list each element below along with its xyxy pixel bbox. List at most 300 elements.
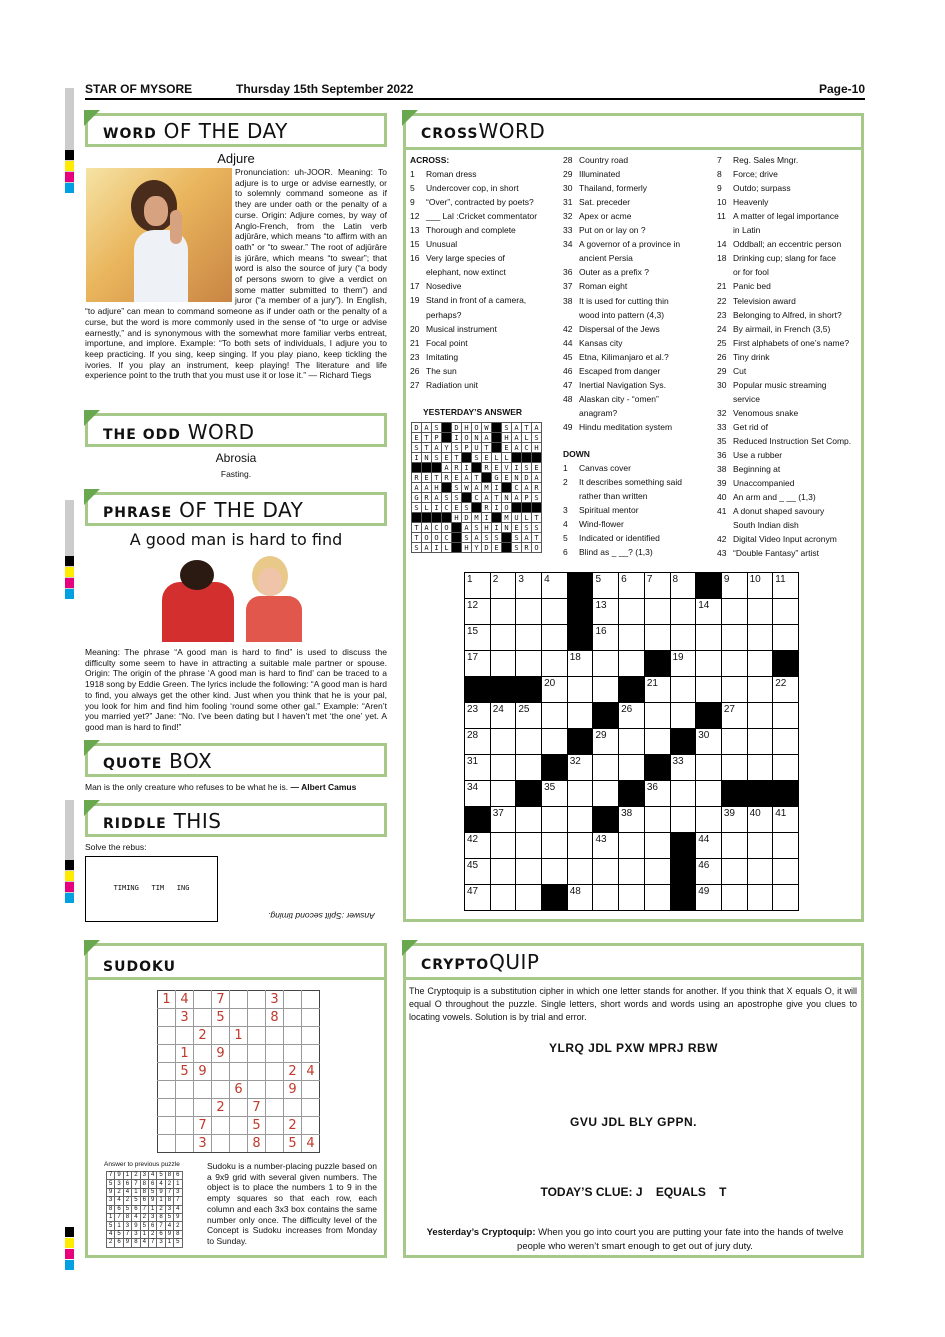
sudoku-cell[interactable] [194, 1045, 212, 1063]
sudoku-cell[interactable] [212, 1027, 230, 1045]
crossword-cell[interactable]: 19 [670, 651, 696, 677]
clue-item [410, 378, 478, 392]
sudoku-cell[interactable] [230, 991, 248, 1009]
sudoku-cell[interactable] [266, 1063, 284, 1081]
crossword-cell[interactable]: 15 [465, 625, 491, 651]
crossword-cell[interactable]: 46 [696, 859, 722, 885]
crossword-cell[interactable] [490, 859, 516, 885]
crossword-cell[interactable] [670, 599, 696, 625]
crossword-cell[interactable] [619, 651, 645, 677]
sudoku-cell[interactable] [176, 1117, 194, 1135]
clue-number: 13 [410, 225, 420, 236]
sudoku-cell[interactable]: 8 [266, 1009, 284, 1027]
crossword-cell[interactable] [542, 885, 568, 911]
crossword-cell[interactable]: 45 [465, 859, 491, 885]
crossword-cell[interactable] [490, 677, 516, 703]
crossword-cell[interactable] [696, 755, 722, 781]
sudoku-cell[interactable] [248, 1063, 266, 1081]
crossword-cell[interactable] [696, 703, 722, 729]
sudoku-text: Sudoku is a number-placing puzzle based on a 9x9 grid with several given numbers. The object is to place the numbers 1 to 9 in the empty squares so that each row, each column and each 3x3 box contains the same number only once. The difficulty level of the Concept is Sudoku increases from Monday to Sunday. [207, 1161, 377, 1246]
clue-item [717, 504, 824, 518]
crossword-cell[interactable] [773, 885, 799, 911]
crossword-cell[interactable]: 3 [516, 573, 542, 599]
sudoku-cell[interactable] [158, 1045, 176, 1063]
crossword-cell[interactable] [773, 703, 799, 729]
clue-text: A governor of a province in [579, 239, 681, 250]
grid-cell: M [482, 483, 492, 493]
sudoku-cell[interactable] [248, 991, 266, 1009]
sudoku-cell[interactable] [158, 1099, 176, 1117]
crossword-cell[interactable]: 26 [619, 703, 645, 729]
crossword-cell[interactable] [747, 885, 773, 911]
sudoku-cell[interactable] [266, 1045, 284, 1063]
crossword-cell[interactable]: 39 [721, 807, 747, 833]
crossword-cell[interactable] [644, 755, 670, 781]
grid-cell: I [492, 503, 502, 513]
crossword-cell[interactable]: 20 [542, 677, 568, 703]
sudoku-cell[interactable]: 7 [248, 1099, 266, 1117]
crossword-cell[interactable] [516, 677, 542, 703]
sudoku-cell[interactable] [284, 1099, 302, 1117]
crossword-cell[interactable] [773, 755, 799, 781]
sudoku-cell[interactable] [302, 1009, 320, 1027]
crossword-cell[interactable]: 17 [465, 651, 491, 677]
sudoku-cell[interactable] [194, 991, 212, 1009]
crossword-cell[interactable] [644, 859, 670, 885]
crossword-cell[interactable]: 35 [542, 781, 568, 807]
crossword-cell[interactable] [542, 599, 568, 625]
crossword-cell[interactable] [516, 859, 542, 885]
sudoku-cell[interactable]: 9 [212, 1045, 230, 1063]
crossword-cell[interactable] [747, 755, 773, 781]
sudoku-cell[interactable] [284, 1027, 302, 1045]
crossword-cell[interactable] [593, 781, 619, 807]
sudoku-cell[interactable] [158, 1117, 176, 1135]
crossword-cell[interactable]: 43 [593, 833, 619, 859]
crossword-cell[interactable]: 6 [619, 573, 645, 599]
crossword-cell[interactable] [567, 729, 593, 755]
crossword-cell[interactable] [593, 755, 619, 781]
crossword-cell[interactable] [465, 807, 491, 833]
sudoku-cell[interactable] [230, 1045, 248, 1063]
sudoku-cell[interactable]: 1 [230, 1027, 248, 1045]
crossword-cell[interactable] [773, 781, 799, 807]
crossword-cell[interactable] [619, 677, 645, 703]
sudoku-cell[interactable] [176, 1081, 194, 1099]
corner-flag-icon [84, 940, 100, 956]
crossword-cell[interactable] [773, 651, 799, 677]
sudoku-cell[interactable] [230, 1063, 248, 1081]
crossword-cell[interactable] [516, 651, 542, 677]
crossword-cell[interactable]: 31 [465, 755, 491, 781]
crossword-cell[interactable] [721, 599, 747, 625]
crossword-cell[interactable]: 38 [619, 807, 645, 833]
crossword-cell[interactable] [670, 885, 696, 911]
clue-number: 38 [563, 295, 573, 306]
sudoku-cell[interactable]: 4 [302, 1135, 320, 1153]
crossword-cell[interactable]: 13 [593, 599, 619, 625]
crossword-cell[interactable] [619, 885, 645, 911]
crossword-cell[interactable] [773, 729, 799, 755]
sudoku-cell[interactable] [176, 1099, 194, 1117]
crossword-cell[interactable]: 41 [773, 807, 799, 833]
sudoku-cell[interactable] [284, 991, 302, 1009]
crossword-cell[interactable] [593, 651, 619, 677]
crossword-cell[interactable] [747, 833, 773, 859]
grid-cell [422, 513, 432, 523]
crossword-cell[interactable] [490, 885, 516, 911]
sudoku-cell[interactable] [302, 1081, 320, 1099]
crossword-cell[interactable] [516, 885, 542, 911]
crossword-cell[interactable] [670, 807, 696, 833]
crossword-cell[interactable] [696, 677, 722, 703]
grid-cell: T [412, 523, 422, 533]
crossword-cell[interactable] [773, 599, 799, 625]
crossword-cell[interactable] [644, 599, 670, 625]
crossword-cell[interactable]: 14 [696, 599, 722, 625]
crossword-cell[interactable]: 8 [670, 573, 696, 599]
answer-cell: 5 [107, 1180, 115, 1188]
crossword-cell[interactable] [644, 703, 670, 729]
crossword-cell[interactable] [619, 625, 645, 651]
crossword-cell[interactable] [516, 807, 542, 833]
sudoku-cell[interactable] [230, 1099, 248, 1117]
crossword-cell[interactable]: 22 [773, 677, 799, 703]
crossword-cell[interactable] [644, 833, 670, 859]
crossword-cell[interactable]: 30 [696, 729, 722, 755]
sudoku-cell[interactable] [194, 1081, 212, 1099]
sudoku-cell[interactable]: 3 [176, 1009, 194, 1027]
answer-cell: 5 [123, 1205, 131, 1213]
crossword-cell[interactable]: 11 [773, 573, 799, 599]
crossword-cell[interactable] [747, 599, 773, 625]
sudoku-cell[interactable] [194, 1009, 212, 1027]
sudoku-cell[interactable] [230, 1135, 248, 1153]
sudoku-cell[interactable]: 5 [176, 1063, 194, 1081]
crossword-cell[interactable] [696, 573, 722, 599]
crossword-cell[interactable] [721, 729, 747, 755]
clue-text: wood into pattern (4,3) [579, 309, 665, 320]
crossword-cell[interactable] [670, 859, 696, 885]
sudoku-cell[interactable] [230, 1009, 248, 1027]
clue-text: Unusual [426, 239, 458, 250]
crossword-cell[interactable] [696, 807, 722, 833]
grid-cell: H [452, 513, 462, 523]
crossword-cell[interactable] [567, 573, 593, 599]
crossword-cell[interactable] [747, 859, 773, 885]
sudoku-cell[interactable] [266, 1081, 284, 1099]
crossword-cell[interactable] [670, 625, 696, 651]
sudoku-cell[interactable]: 3 [194, 1135, 212, 1153]
crossword-cell[interactable] [542, 807, 568, 833]
sudoku-cell[interactable] [302, 1117, 320, 1135]
page-header [85, 80, 865, 100]
crossword-cell[interactable] [567, 781, 593, 807]
crossword-cell[interactable] [567, 677, 593, 703]
crossword-cell[interactable] [542, 651, 568, 677]
clue-text: Dispersal of the Jews [579, 323, 660, 334]
crossword-cell[interactable] [516, 755, 542, 781]
clue-item [410, 209, 537, 223]
crossword-cell[interactable]: 37 [490, 807, 516, 833]
crossword-cell[interactable] [670, 729, 696, 755]
answer-cell: 9 [157, 1188, 165, 1196]
crossword-cell[interactable] [593, 677, 619, 703]
crossword-cell[interactable] [490, 651, 516, 677]
crossword-cell[interactable]: 32 [567, 755, 593, 781]
sudoku-cell[interactable] [284, 1045, 302, 1063]
sudoku-cell[interactable]: 1 [176, 1045, 194, 1063]
crossword-cell[interactable]: 49 [696, 885, 722, 911]
clue-item [717, 364, 746, 378]
sudoku-cell[interactable] [158, 1027, 176, 1045]
crossword-cell[interactable] [567, 807, 593, 833]
crossword-cell[interactable] [747, 729, 773, 755]
sudoku-cell[interactable] [302, 1099, 320, 1117]
sudoku-cell[interactable] [230, 1117, 248, 1135]
crossword-cell[interactable] [542, 755, 568, 781]
crossword-cell[interactable] [644, 651, 670, 677]
sudoku-cell[interactable] [266, 1117, 284, 1135]
clue-text: Thailand, formerly [579, 183, 648, 194]
crossword-cell[interactable] [490, 755, 516, 781]
crossword-cell[interactable] [542, 833, 568, 859]
sudoku-cell[interactable]: 3 [266, 991, 284, 1009]
clue-number: 33 [563, 225, 573, 236]
sudoku-cell[interactable] [302, 1027, 320, 1045]
crossword-cell[interactable]: 47 [465, 885, 491, 911]
sudoku-cell[interactable]: 4 [176, 991, 194, 1009]
sudoku-cell[interactable] [158, 1135, 176, 1153]
crossword-cell[interactable]: 42 [465, 833, 491, 859]
sudoku-cell[interactable] [212, 1135, 230, 1153]
clue-text: First alphabets of one’s name? [733, 337, 850, 348]
yesterday-label: YESTERDAY’S ANSWER [423, 407, 523, 417]
crossword-cell[interactable] [721, 833, 747, 859]
crossword-cell[interactable] [773, 833, 799, 859]
crossword-cell[interactable]: 34 [465, 781, 491, 807]
sudoku-cell[interactable] [158, 1063, 176, 1081]
crossword-cell[interactable]: 4 [542, 573, 568, 599]
sudoku-cell[interactable] [212, 1063, 230, 1081]
crossword-cell[interactable] [593, 859, 619, 885]
sudoku-cell[interactable]: 2 [194, 1027, 212, 1045]
crossword-cell[interactable] [747, 625, 773, 651]
clue-item [563, 181, 647, 195]
sudoku-cell[interactable] [266, 1027, 284, 1045]
crossword-cell[interactable]: 33 [670, 755, 696, 781]
sudoku-cell[interactable] [212, 1117, 230, 1135]
clue-text: It is used for cutting thin [579, 295, 669, 306]
sudoku-cell[interactable] [302, 991, 320, 1009]
crossword-cell[interactable] [490, 781, 516, 807]
answer-cell: 6 [132, 1205, 140, 1213]
sudoku-cell[interactable]: 5 [248, 1117, 266, 1135]
clue-item [717, 448, 782, 462]
crossword-cell[interactable]: 23 [465, 703, 491, 729]
crossword-cell[interactable] [670, 833, 696, 859]
crossword-cell[interactable] [773, 859, 799, 885]
sudoku-cell[interactable]: 9 [194, 1063, 212, 1081]
clue-text: Undercover cop, in short [426, 183, 519, 194]
grid-cell: A [422, 523, 432, 533]
sudoku-cell[interactable] [176, 1135, 194, 1153]
crossword-cell[interactable] [567, 833, 593, 859]
crossword-cell[interactable] [721, 651, 747, 677]
crossword-cell[interactable]: 29 [593, 729, 619, 755]
crossword-cell[interactable]: 1 [465, 573, 491, 599]
crossword-cell[interactable] [516, 833, 542, 859]
crossword-cell[interactable] [747, 651, 773, 677]
crossword-cell[interactable] [516, 729, 542, 755]
crossword-cell[interactable]: 25 [516, 703, 542, 729]
grid-cell: U [512, 513, 522, 523]
crossword-cell[interactable] [542, 859, 568, 885]
crossword-cell[interactable]: 48 [567, 885, 593, 911]
sudoku-cell[interactable] [248, 1027, 266, 1045]
crossword-cell[interactable]: 16 [593, 625, 619, 651]
crossword-cell[interactable]: 12 [465, 599, 491, 625]
clue-item [717, 237, 841, 251]
crossword-cell[interactable] [490, 833, 516, 859]
crossword-cell[interactable] [670, 781, 696, 807]
sudoku-cell[interactable] [302, 1045, 320, 1063]
clue-number: 21 [717, 281, 727, 292]
sudoku-cell[interactable]: 4 [302, 1063, 320, 1081]
crossword-cell[interactable] [567, 703, 593, 729]
sudoku-cell[interactable]: 2 [284, 1117, 302, 1135]
crossword-cell[interactable] [490, 625, 516, 651]
sudoku-cell[interactable] [158, 1009, 176, 1027]
sudoku-cell[interactable] [266, 1099, 284, 1117]
sudoku-cell[interactable] [266, 1135, 284, 1153]
sudoku-cell[interactable]: 2 [212, 1099, 230, 1117]
crossword-cell[interactable]: 24 [490, 703, 516, 729]
sudoku-cell[interactable] [212, 1081, 230, 1099]
crossword-cell[interactable]: 27 [721, 703, 747, 729]
crossword-cell[interactable] [567, 625, 593, 651]
clue-item [717, 434, 851, 448]
sudoku-cell[interactable] [158, 1081, 176, 1099]
crossword-cell[interactable] [619, 755, 645, 781]
sudoku-cell[interactable] [248, 1009, 266, 1027]
sudoku-cell[interactable]: 9 [284, 1081, 302, 1099]
crossword-cell[interactable] [490, 599, 516, 625]
crossword-cell[interactable] [721, 859, 747, 885]
crossword-cell[interactable]: 10 [747, 573, 773, 599]
sudoku-cell[interactable] [248, 1081, 266, 1099]
crossword-cell[interactable] [619, 599, 645, 625]
clue-number: 45 [563, 351, 573, 362]
crossword-cell[interactable] [696, 781, 722, 807]
clue-text: Belonging to Alfred, in short? [733, 309, 842, 320]
crossword-cell[interactable] [516, 599, 542, 625]
answer-cell: 2 [148, 1230, 156, 1238]
crossword-cell[interactable]: 18 [567, 651, 593, 677]
clue-number: 19 [410, 295, 420, 306]
crossword-cell[interactable] [721, 781, 747, 807]
sudoku-cell[interactable] [248, 1045, 266, 1063]
crossword-cell[interactable] [773, 625, 799, 651]
crossword-cell[interactable]: 7 [644, 573, 670, 599]
answer-cell: 1 [107, 1213, 115, 1221]
crossword-cell[interactable] [567, 599, 593, 625]
crossword-cell[interactable] [516, 625, 542, 651]
sudoku-cell[interactable] [176, 1027, 194, 1045]
crossword-cell[interactable] [619, 859, 645, 885]
sudoku-cell[interactable]: 1 [158, 991, 176, 1009]
sudoku-cell[interactable]: 7 [194, 1117, 212, 1135]
crossword-cell[interactable]: 5 [593, 573, 619, 599]
clue-number: 48 [563, 393, 573, 404]
crossword-cell[interactable]: 44 [696, 833, 722, 859]
sudoku-cell[interactable] [194, 1099, 212, 1117]
grid-cell: C [442, 503, 452, 513]
sudoku-cell[interactable] [284, 1009, 302, 1027]
crossword-cell[interactable] [542, 729, 568, 755]
clue-number: 11 [717, 211, 726, 222]
crossword-cell[interactable] [542, 703, 568, 729]
crossword-cell[interactable] [747, 677, 773, 703]
crossword-cell[interactable]: 2 [490, 573, 516, 599]
answer-cell: 7 [107, 1172, 115, 1180]
crossword-cell[interactable] [542, 625, 568, 651]
crossword-cell[interactable]: 9 [721, 573, 747, 599]
crossword-cell[interactable] [670, 703, 696, 729]
sudoku-cell[interactable]: 2 [284, 1063, 302, 1081]
crossword-cell[interactable] [644, 807, 670, 833]
sudoku-cell[interactable]: 6 [230, 1081, 248, 1099]
crossword-cell[interactable]: 28 [465, 729, 491, 755]
sudoku-cell[interactable]: 5 [284, 1135, 302, 1153]
crossword-cell[interactable] [619, 781, 645, 807]
crossword-cell[interactable] [747, 703, 773, 729]
crossword-cell[interactable] [721, 677, 747, 703]
crossword-cell[interactable] [644, 729, 670, 755]
crossword-cell[interactable]: 36 [644, 781, 670, 807]
crossword-cell[interactable] [516, 781, 542, 807]
crossword-cell[interactable] [619, 729, 645, 755]
crossword-cell[interactable] [465, 677, 491, 703]
crossword-cell[interactable]: 21 [644, 677, 670, 703]
crossword-cell[interactable] [644, 885, 670, 911]
sudoku-cell[interactable]: 5 [212, 1009, 230, 1027]
crossword-cell[interactable] [644, 625, 670, 651]
crossword-cell[interactable] [696, 651, 722, 677]
crossword-cell[interactable] [670, 677, 696, 703]
answer-cell: 1 [123, 1172, 131, 1180]
crossword-cell[interactable]: 40 [747, 807, 773, 833]
crossword-cell[interactable] [721, 625, 747, 651]
crossword-cell[interactable] [593, 885, 619, 911]
crossword-cell[interactable] [721, 755, 747, 781]
sudoku-cell[interactable]: 8 [248, 1135, 266, 1153]
answer-cell: 2 [140, 1213, 148, 1221]
crossword-cell[interactable] [567, 859, 593, 885]
crossword-cell[interactable] [619, 833, 645, 859]
clue-item [717, 153, 798, 167]
crossword-cell[interactable] [747, 781, 773, 807]
crossword-cell[interactable] [721, 885, 747, 911]
clue-number: 22 [717, 295, 727, 306]
crossword-cell[interactable] [696, 625, 722, 651]
sudoku-cell[interactable]: 7 [212, 991, 230, 1009]
crossword-cell[interactable] [593, 703, 619, 729]
crossword-cell[interactable] [490, 729, 516, 755]
clue-item [563, 378, 666, 392]
crossword-cell[interactable] [593, 807, 619, 833]
grid-cell [452, 523, 462, 533]
